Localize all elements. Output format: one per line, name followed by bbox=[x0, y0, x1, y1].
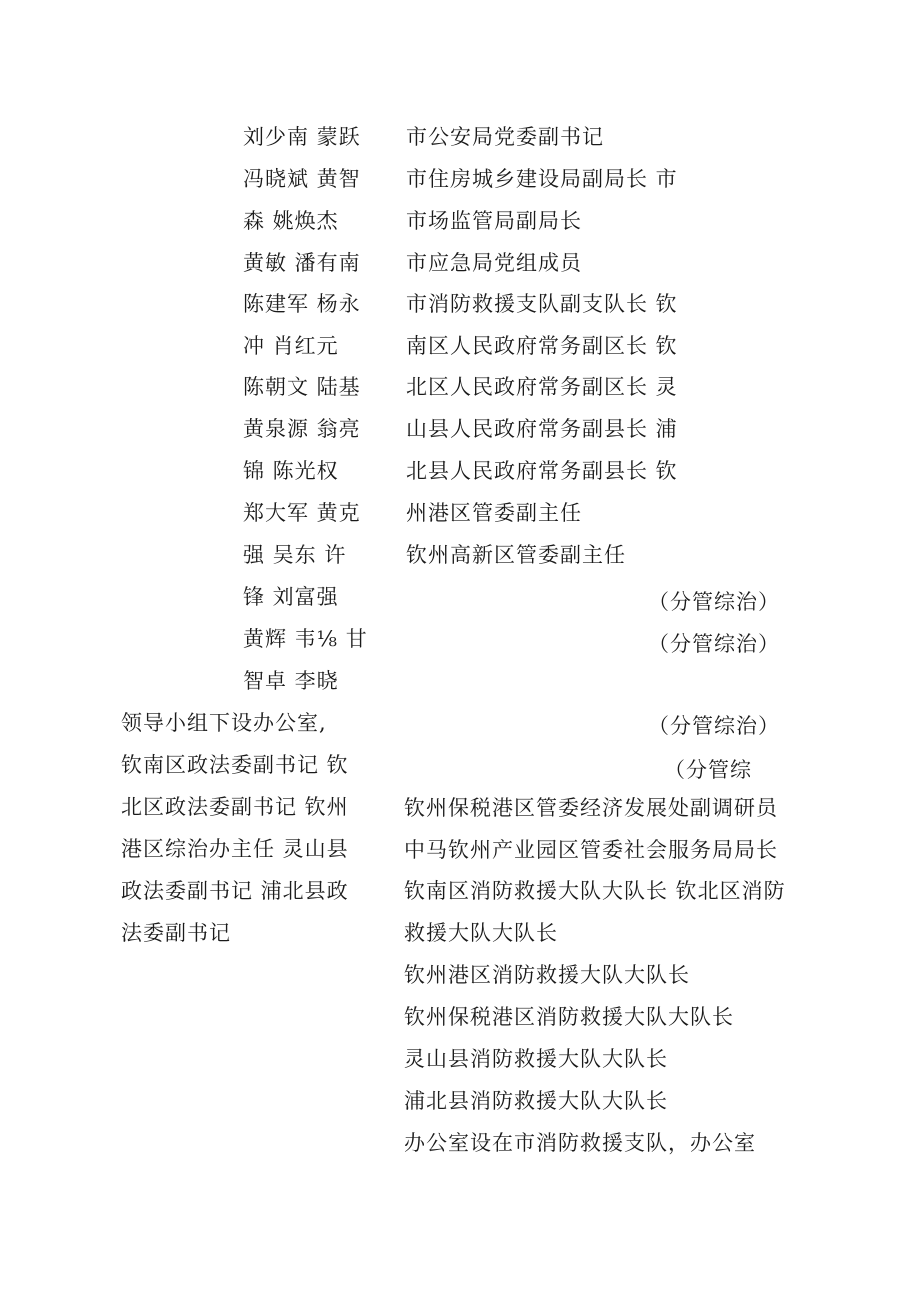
duty-line: 市场监管局副局长 bbox=[406, 209, 582, 233]
office-left-line: 领导小组下设办公室, bbox=[121, 711, 327, 735]
names-line: 锋 刘富强 bbox=[243, 585, 339, 609]
names-line: 陈建军 杨永 bbox=[243, 292, 361, 316]
office-left-line: 钦南区政法委副书记 钦 bbox=[121, 753, 349, 777]
remark-line: （分管综治） bbox=[648, 632, 780, 656]
duty-line: 北县人民政府常务副县长 钦 bbox=[406, 459, 678, 483]
names-line: 冯晓斌 黄智 bbox=[243, 167, 361, 191]
office-left-line: 北区政法委副书记 钦州 bbox=[121, 795, 349, 819]
office-right-line: 钦南区消防救援大队大队长 钦北区消防 bbox=[404, 879, 786, 903]
duty-line: 南区人民政府常务副区长 钦 bbox=[406, 334, 678, 358]
names-line: 黄泉源 翁亮 bbox=[243, 417, 361, 441]
office-right-line: 浦北县消防救援大队大队长 bbox=[404, 1089, 668, 1113]
duty-line: 州港区管委副主任 bbox=[406, 501, 582, 525]
names-line: 黄敏 潘有南 bbox=[243, 251, 361, 275]
office-left-line: 法委副书记 bbox=[121, 921, 231, 945]
remark-line: （分管综 bbox=[664, 758, 752, 782]
office-left-line: 港区综治办主任 灵山县 bbox=[121, 837, 349, 861]
duty-line: 钦州高新区管委副主任 bbox=[406, 543, 626, 567]
duty-line: 山县人民政府常务副县长 浦 bbox=[406, 417, 678, 441]
office-right-line: 钦州港区消防救援大队大队长 bbox=[404, 963, 690, 987]
names-line: 锦 陈光权 bbox=[243, 459, 339, 483]
duty-line: 市消防救援支队副支队长 钦 bbox=[406, 292, 678, 316]
duty-line: 市应急局党组成员 bbox=[406, 251, 582, 275]
names-line: 黄辉 韦⅛ 甘 bbox=[243, 627, 368, 651]
names-line: 强 吴东 许 bbox=[243, 543, 347, 567]
names-line: 智卓 李晓 bbox=[243, 669, 339, 693]
names-line: 陈朝文 陆基 bbox=[243, 375, 361, 399]
office-right-line: 中马钦州产业园区管委社会服务局局长 bbox=[404, 838, 778, 862]
office-right-line: 办公室设在市消防救援支队，办公室 bbox=[404, 1131, 756, 1155]
names-line: 郑大军 黄克 bbox=[243, 501, 361, 525]
duty-line: 市住房城乡建设局副局长 市 bbox=[406, 167, 678, 191]
office-right-line: 灵山县消防救援大队大队长 bbox=[404, 1047, 668, 1071]
names-line: 刘少南 蒙跃 bbox=[243, 125, 361, 149]
remark-line: （分管综治） bbox=[648, 714, 780, 738]
office-right-line: 救援大队大队长 bbox=[404, 921, 558, 945]
office-right-line: 钦州保税港区管委经济发展处副调研员 bbox=[404, 796, 778, 820]
office-left-line: 政法委副书记 浦北县政 bbox=[121, 879, 349, 903]
office-right-line: 钦州保税港区消防救援大队大队长 bbox=[404, 1005, 734, 1029]
duty-line: 北区人民政府常务副区长 灵 bbox=[406, 375, 678, 399]
names-line: 冲 肖红元 bbox=[243, 334, 339, 358]
duty-line: 市公安局党委副书记 bbox=[406, 125, 604, 149]
remark-line: （分管综治） bbox=[648, 590, 780, 614]
names-line: 森 姚焕杰 bbox=[243, 209, 339, 233]
